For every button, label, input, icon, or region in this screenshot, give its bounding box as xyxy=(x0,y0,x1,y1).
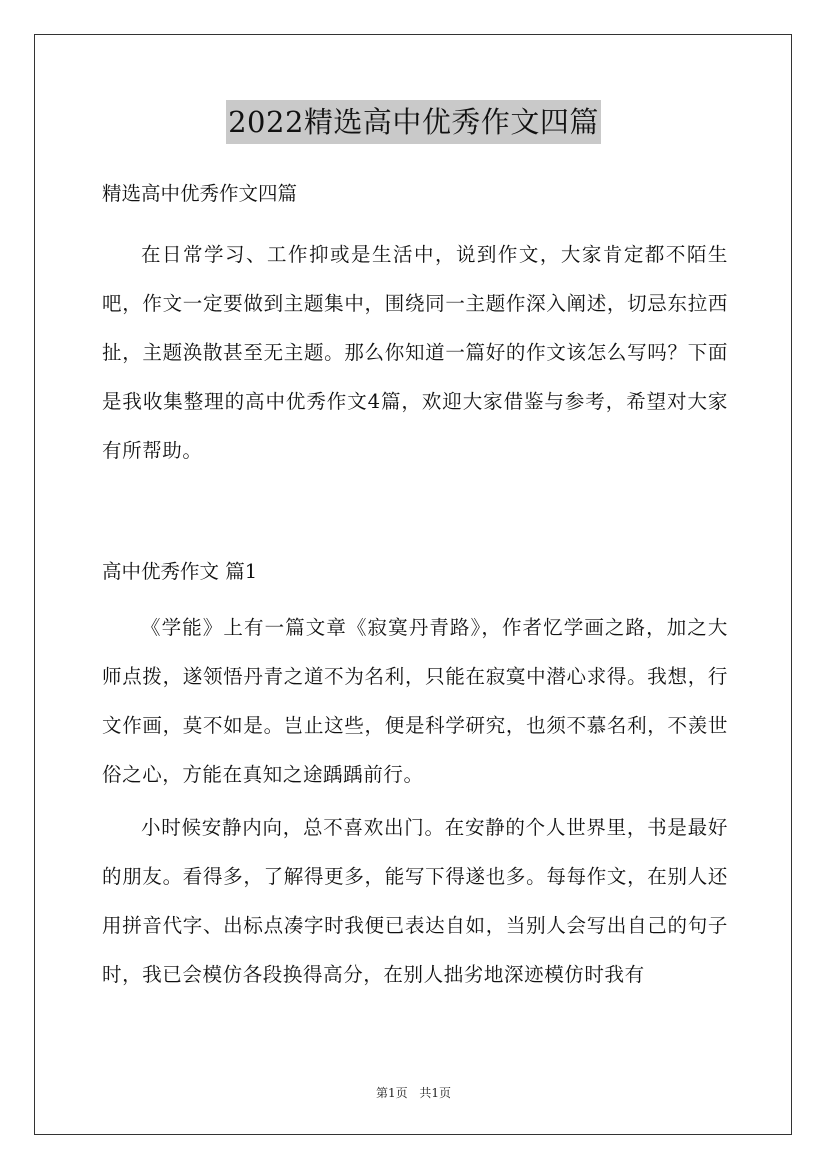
intro-paragraph: 在日常学习、工作抑或是生活中，说到作文，大家肯定都不陌生吧，作文一定要做到主题集中，围绕同一主题作深入阐述，切忌东拉西扯，主题涣散甚至无主题。那么你知道一篇好的作文该怎么写吗？下面是我收集整理的高中优秀作文4篇，欢迎大家借鉴与参考，希望对大家有所帮助。 xyxy=(102,243,728,462)
page-number: 第1页 xyxy=(375,1086,408,1100)
page-footer xyxy=(0,1084,827,1101)
title-area xyxy=(0,100,827,144)
section-paragraph-1: 《学能》上有一篇文章《寂寞丹青路》，作者忆学画之路，加之大师点拨，遂领悟丹青之道不为名利，只能在寂寞中潜心求得。我想，行文作画，莫不如是。岂止这些，便是科学研究，也须不慕名利，不羡世俗之心，方能在真知之途踽踽前行。 xyxy=(102,616,728,786)
document-subtitle: 精选高中优秀作文四篇 xyxy=(102,182,298,205)
document-body xyxy=(102,176,728,999)
section-paragraph-2: 小时候安静内向，总不喜欢出门。在安静的个人世界里，书是最好的朋友。看得多，了解得更多，能写下得遂也多。每每作文，在别人还用拼音代字、出标点凑字时我便已表达自如，当别人会写出自己的句子时，我已会模仿各段换得高分，在别人拙劣地深迹模仿时我有 xyxy=(102,816,728,986)
section-heading: 高中优秀作文 篇1 xyxy=(102,560,258,583)
page-total: 共1页 xyxy=(419,1086,452,1100)
document-title: 2022精选高中优秀作文四篇 xyxy=(226,100,601,144)
